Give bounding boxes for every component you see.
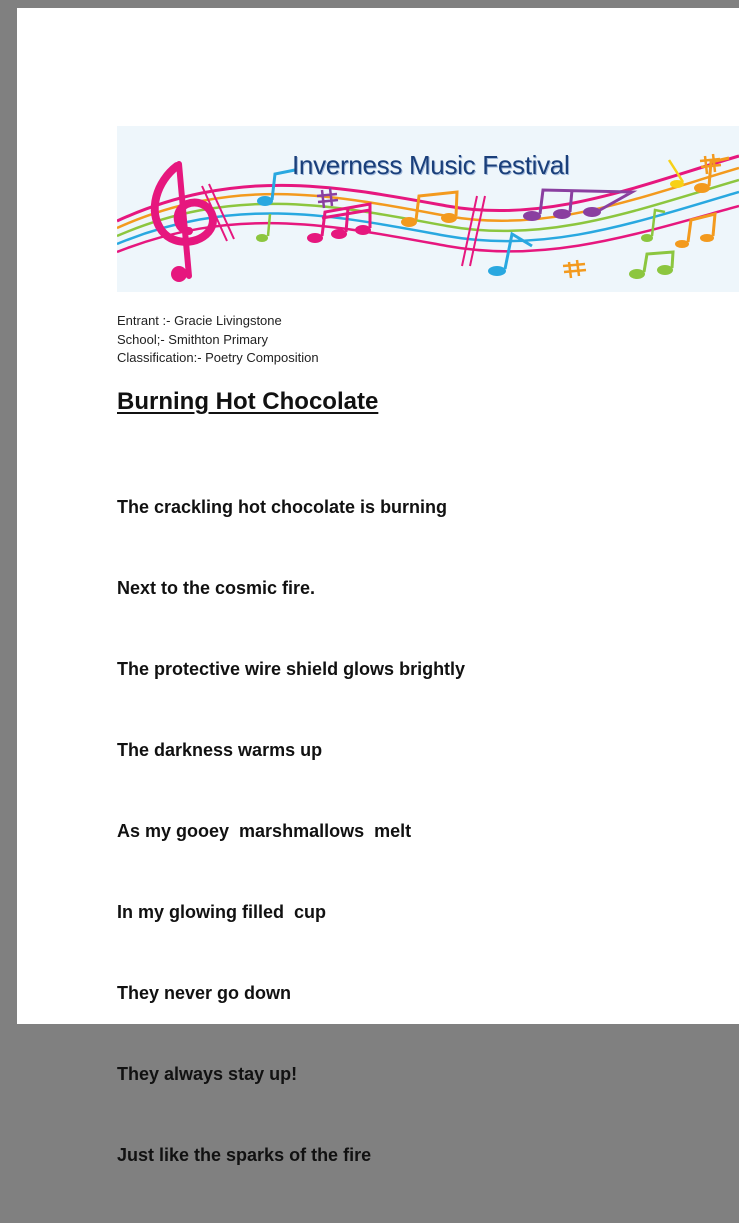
poem-line: Next to the cosmic fire. — [117, 578, 316, 598]
poem-line: Just like the sparks of the fire — [117, 1145, 372, 1165]
banner-title: Inverness Music Festival — [292, 150, 570, 180]
document-page — [17, 8, 739, 1165]
poem-title: Burning Hot Chocolate — [117, 388, 379, 415]
school-line: School;- Smithton Primary — [117, 331, 268, 347]
classification-line: Classification:- Poetry Composition — [117, 350, 319, 365]
festival-banner — [117, 126, 739, 292]
poem-body — [117, 440, 465, 1223]
entrant-line: Entrant :- Gracie Livingstone — [117, 313, 282, 328]
poem-line: They never go down — [117, 983, 292, 1003]
poem-line: In my glowing filled cup — [117, 902, 327, 922]
poem-line: They always stay up! — [117, 1064, 298, 1084]
poem-line: As my gooey marshmallows melt — [117, 821, 412, 841]
poem-line: The protective wire shield glows brightly — [117, 659, 466, 679]
poem-line: The darkness warms up — [117, 740, 323, 760]
entry-details — [117, 312, 319, 368]
poem-line: The crackling hot chocolate is burning — [117, 497, 448, 517]
